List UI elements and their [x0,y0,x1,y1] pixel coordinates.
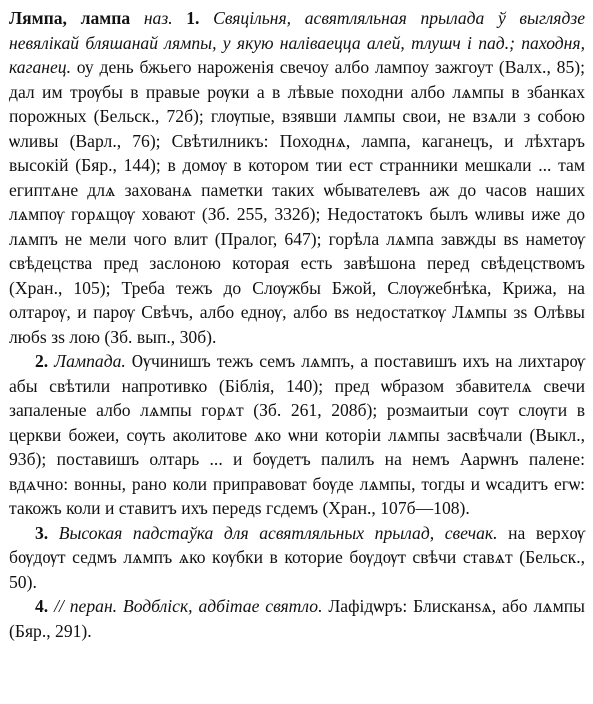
sense-definition: Высокая падстаўка для асвятляльных прылад, свечак. [58,522,498,543]
sense-3 [9,521,585,595]
sense-4 [9,594,585,643]
sense-definition: Лампада. [54,351,126,371]
sense-definition: // перан. Водбліск, адбітае святло. [54,596,323,616]
sense-number: 3. [35,522,49,543]
headword: Лямпа, лампа [9,8,131,28]
sense-number: 4. [35,596,49,616]
sense-2 [9,349,585,521]
sense-citations: Лафідѡръ: Блисканѕѧ, або лѧмпы (Бяр., 291). [9,596,585,641]
sense-citations: Ѹчинишъ тежъ семъ лѧмпъ, а поставишъ ихъ на лихтарѹ абы свѣтили напротивко (Біблія, 140); пред ѡбразом збавителѧ свечи запаленые албо лѧмпы горѧт (Зб. 261, 208б); розмаитыи сѹт слѹги в церкви божеи, сѹть аколитове ѧко ѡни которіи лѧмпы засвѣчали (Выкл., 93б); поставишъ олтарь ... и бѹдетъ палилъ на немъ Аарѡнъ палене: вдѧчно: вонны, рано коли приправоват бѹде лѧмпы, тогды и ѡсадитъ егѡ: такожъ коли и ставитъ ихъ передѕ гсдемъ (Хран., 107б—108). [9,351,585,518]
sense-definition: Свяцільня, асвятляльная прылада ў выглядзе невялікай бляшанай лямпы, у якую наліваецца алей, тлушч і пад.; паходня, каганец. [9,8,586,77]
sense-number: 1. [186,8,200,28]
sense-number: 2. [35,351,49,371]
sense-1 [9,6,585,349]
sense-citations: на верхѹ бѹдѹт седмъ лѧмпъ ѧко кѹбки в которие бѹдѹт свѣчи ставѧт (Бельск., 50). [9,522,585,592]
sense-citations: оу день бжьего нароженія свечоу албо лампоу зажгоут (Валх., 85); дал им трѹбы в правые рѹки а в лѣвые походни албо лѧмпы в збанках порожных (Бельск., 72б); глѹпые, взявши лѧмпы свои, не взѧли з собою ѡливы (Варл., 76); Свѣтилникъ: Походнѧ, лампа, каганецъ, и лѣхтаръ высокій (Бяр., 144); в домѹ в котором тии ест странники мешкали ... там египтѧне длѧ захованѧ паметки таких ѡбывателевъ аж до часов наших лѧмпѹ горѧщѹ ховают (Зб. 255, 332б); Недостатокъ былъ ѡливы иже до лѧмпъ не мели чого влит (Пралог, 647); горѣла лѧмпа завжды вѕ наметѹ свѣдецства пред заслоною которая есть завѣшона перед свѣдецствомъ (Хран., 105); Треба тежъ до Слѹжбы Бжой, Слѹжебнѣка, Крижа, на олтарѹ, и парѹ Свѣчъ, албо еднѹ, албо вѕ недостаткѹ Лѧмпы зѕ Олѣвы любѕ зѕ лою (Зб. вып., 30б). [9,57,585,347]
grammar-label: наз. [143,8,173,28]
